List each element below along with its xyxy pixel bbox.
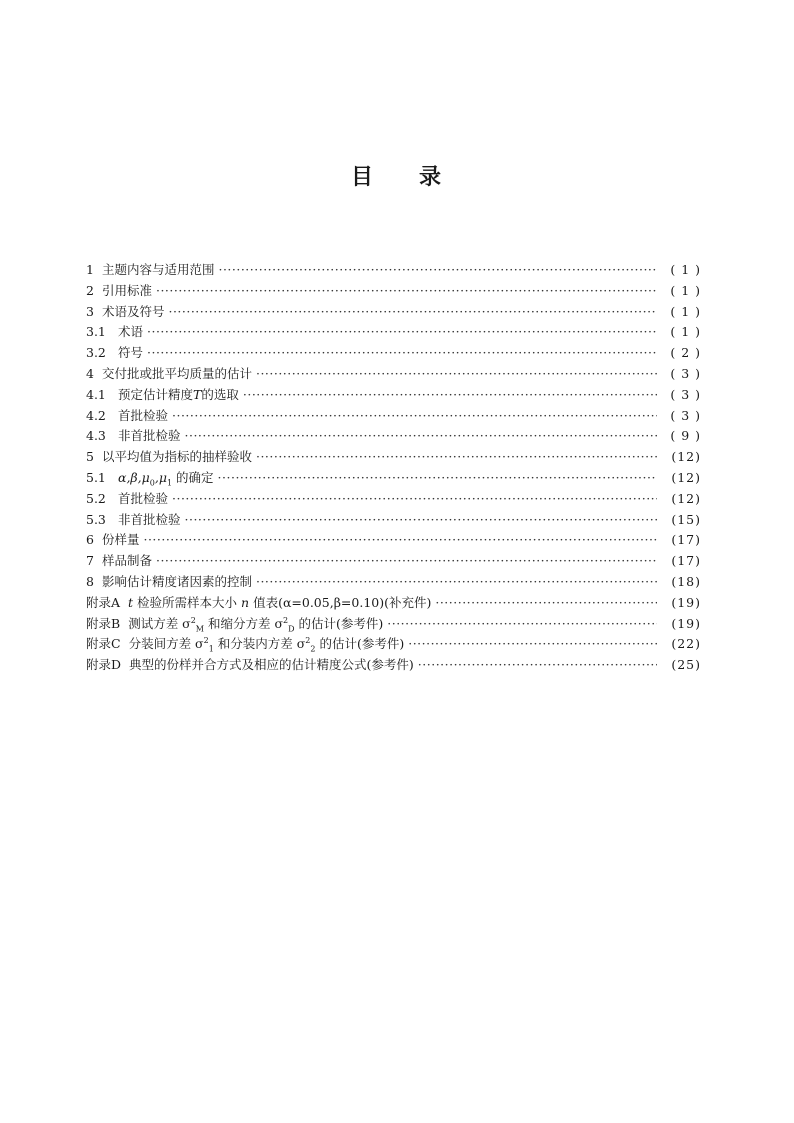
toc-title: 影响估计精度诸因素的控制 xyxy=(101,573,252,589)
toc-entry-3-1[interactable] xyxy=(86,322,701,343)
dot-leader xyxy=(172,406,657,427)
dot-leader xyxy=(156,551,657,572)
toc-title: t 检验所需样本大小 n 值表(α=0.05,β=0.10)(补充件) xyxy=(128,594,432,610)
toc-title: 术语及符号 xyxy=(101,303,165,319)
title-char-1: 目 xyxy=(350,165,375,190)
toc-page: (17) xyxy=(671,553,701,569)
title-char-2: 录 xyxy=(419,165,444,190)
dot-leader xyxy=(147,322,657,343)
dot-leader xyxy=(156,281,657,302)
toc-entry-2[interactable] xyxy=(86,281,701,302)
toc-page: (15) xyxy=(671,511,701,527)
toc-page: ( 3 ) xyxy=(670,386,701,402)
toc-title: 非首批检验 xyxy=(118,511,181,527)
toc-page: (12) xyxy=(671,449,701,465)
toc-title: 首批检验 xyxy=(118,490,169,506)
toc-number: 6 xyxy=(86,532,94,548)
toc-page: ( 2 ) xyxy=(670,345,701,361)
toc-entry-appendix-b[interactable] xyxy=(86,614,701,635)
dot-leader xyxy=(168,302,657,323)
toc-entry-appendix-c[interactable] xyxy=(86,634,701,655)
toc-page: ( 3 ) xyxy=(670,365,701,381)
dot-leader xyxy=(185,510,657,531)
toc-entry-appendix-a[interactable] xyxy=(86,593,701,614)
toc-page: ( 3 ) xyxy=(670,407,701,423)
toc-entry-6[interactable] xyxy=(86,530,701,551)
toc-page: ( 1 ) xyxy=(670,282,701,298)
toc-title: 测试方差 $\sigma^2_M$ 和缩分方差 $\sigma^2_D$ 的估计(参考件) xyxy=(128,615,384,634)
page-title xyxy=(0,160,794,191)
toc-title: $\alpha,\beta,\mu_0,\mu_1$ 的确定 xyxy=(118,469,214,488)
toc-page: (19) xyxy=(671,594,701,610)
toc-number: 附录B xyxy=(86,615,121,631)
dot-leader xyxy=(218,468,657,489)
toc-page: (12) xyxy=(671,469,701,485)
table-of-contents xyxy=(86,260,701,676)
dot-leader xyxy=(418,655,657,676)
dot-leader xyxy=(408,634,657,655)
toc-page: (12) xyxy=(671,490,701,506)
toc-page: ( 1 ) xyxy=(670,262,701,277)
toc-entry-3-2[interactable] xyxy=(86,343,701,364)
toc-page: (22) xyxy=(671,636,701,652)
toc-number: 1 xyxy=(86,262,94,277)
dot-leader xyxy=(243,385,657,406)
toc-number: 附录A xyxy=(86,594,121,610)
toc-number: 3.1 xyxy=(86,324,106,340)
toc-entry-1[interactable] xyxy=(86,260,701,281)
toc-title: 典型的份样并合方式及相应的估计精度公式(参考件) xyxy=(129,657,414,673)
toc-entry-5-2[interactable] xyxy=(86,489,701,510)
toc-title: 首批检验 xyxy=(118,407,169,423)
dot-leader xyxy=(185,426,657,447)
toc-title: 术语 xyxy=(118,324,144,340)
toc-title: 预定估计精度T的选取 xyxy=(118,386,239,402)
toc-number: 3 xyxy=(86,303,94,319)
dot-leader xyxy=(256,447,657,468)
toc-page: (18) xyxy=(671,573,701,589)
dot-leader xyxy=(218,260,657,281)
toc-entry-appendix-d[interactable] xyxy=(86,655,701,676)
toc-entry-4-2[interactable] xyxy=(86,406,701,427)
toc-entry-4-1[interactable] xyxy=(86,385,701,406)
toc-number: 5 xyxy=(86,449,94,465)
toc-number: 4 xyxy=(86,365,94,381)
toc-entry-5-3[interactable] xyxy=(86,510,701,531)
toc-title: 样品制备 xyxy=(101,553,152,569)
toc-number: 4.2 xyxy=(86,407,106,423)
toc-number: 附录D xyxy=(86,657,122,673)
toc-entry-7[interactable] xyxy=(86,551,701,572)
toc-page: ( 1 ) xyxy=(670,303,701,319)
dot-leader xyxy=(256,572,657,593)
toc-page: (25) xyxy=(671,657,701,673)
toc-page: (19) xyxy=(671,615,701,631)
toc-entry-4-3[interactable] xyxy=(86,426,701,447)
dot-leader xyxy=(143,530,657,551)
toc-entry-5-1[interactable] xyxy=(86,468,701,489)
toc-title: 符号 xyxy=(118,345,144,361)
toc-title: 份样量 xyxy=(101,532,140,548)
toc-entry-8[interactable] xyxy=(86,572,701,593)
toc-title: 以平均值为指标的抽样验收 xyxy=(101,449,252,465)
toc-entry-4[interactable] xyxy=(86,364,701,385)
toc-title: 交付批或批平均质量的估计 xyxy=(101,365,252,381)
toc-number: 5.2 xyxy=(86,490,106,506)
toc-entry-3[interactable] xyxy=(86,302,701,323)
toc-title: 非首批检验 xyxy=(118,428,181,444)
toc-title: 分装间方差 $\sigma^2_1$ 和分装内方差 $\sigma^2_2$ 的估计(参考件) xyxy=(128,636,405,654)
dot-leader xyxy=(435,593,657,614)
toc-page: ( 9 ) xyxy=(670,428,701,444)
toc-page: (17) xyxy=(671,532,701,548)
toc-number: 7 xyxy=(86,553,94,569)
dot-leader xyxy=(147,343,657,364)
toc-number: 3.2 xyxy=(86,345,106,361)
dot-leader xyxy=(387,614,657,635)
dot-leader xyxy=(172,489,657,510)
toc-page: ( 1 ) xyxy=(670,324,701,340)
toc-number: 4.3 xyxy=(86,428,106,444)
toc-number: 2 xyxy=(86,282,94,298)
toc-entry-5[interactable] xyxy=(86,447,701,468)
toc-number: 5.3 xyxy=(86,511,106,527)
toc-title: 引用标准 xyxy=(101,282,152,298)
toc-title: 主题内容与适用范围 xyxy=(101,262,215,277)
toc-number: 8 xyxy=(86,573,94,589)
dot-leader xyxy=(256,364,657,385)
toc-number: 附录C xyxy=(86,636,121,652)
toc-number: 4.1 xyxy=(86,386,106,402)
toc-number: 5.1 xyxy=(86,469,106,485)
